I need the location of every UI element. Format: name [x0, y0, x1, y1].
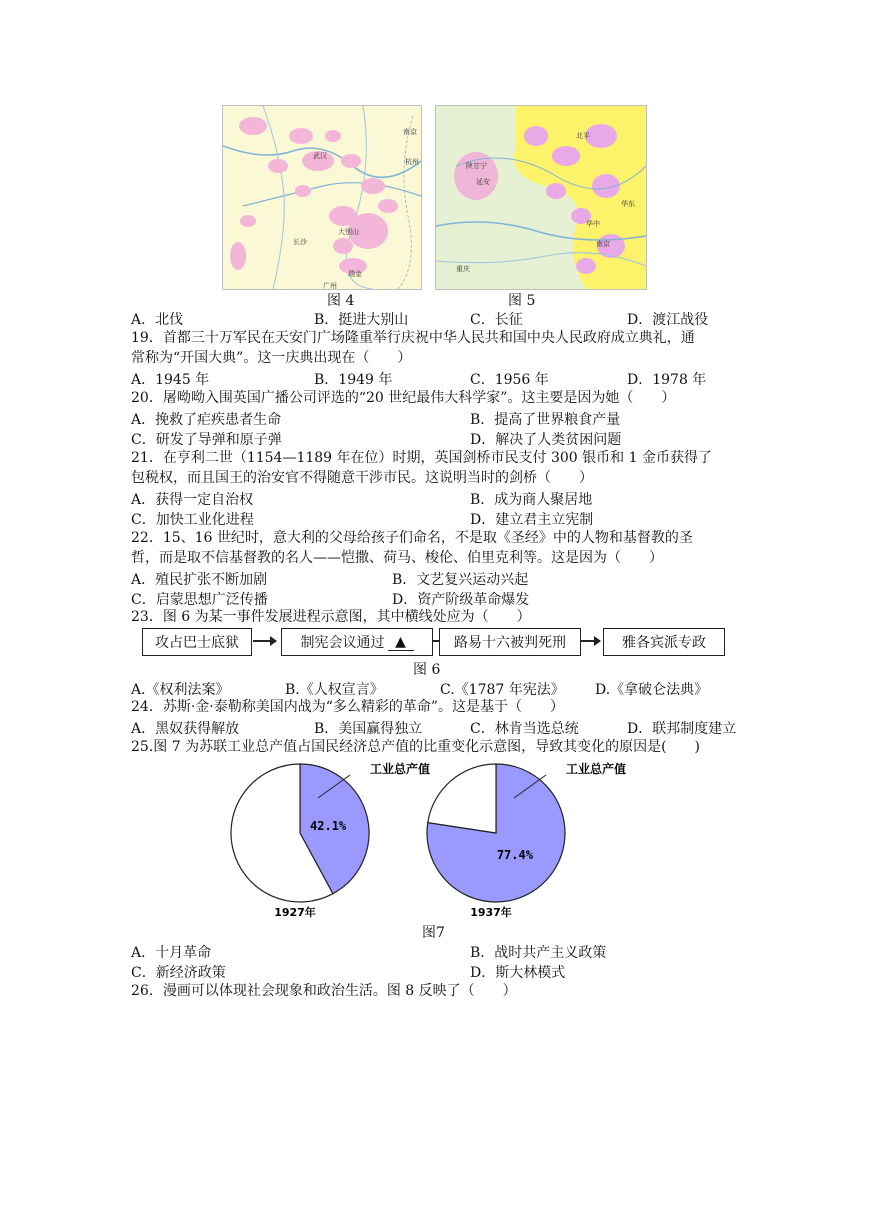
- figure-5-caption: 图 5: [508, 293, 536, 309]
- q23-stem: 23．图 6 为某一事件发展进程示意图，其中横线处应为（ ）: [131, 609, 531, 625]
- q22-option-d[interactable]: D．资产阶级革命爆发: [392, 592, 530, 608]
- pie-slice-other: [428, 764, 496, 833]
- q20-option-b[interactable]: B．提高了世界粮食产量: [470, 412, 621, 428]
- q19-option-c[interactable]: C．1956 年: [470, 372, 549, 388]
- q25-stem: 25.图 7 为苏联工业总产值占国民经济总产值的比重变化示意图，导致其变化的原因是( ): [131, 739, 700, 755]
- q23-option-a[interactable]: A.《权利法案》: [131, 682, 230, 698]
- flow-step-1: 攻占巴士底狱: [142, 628, 252, 656]
- q23-option-d[interactable]: D.《拿破仑法典》: [595, 682, 709, 698]
- map-5-label: 北平: [576, 132, 590, 140]
- q20-option-c[interactable]: C．研发了导弹和原子弹: [131, 432, 282, 448]
- q22-stem-line-1: 22．15、16 世纪时，意大利的父母给孩子们命名，不是取《圣经》中的人物和基督教的圣: [131, 530, 693, 546]
- figure-4-caption: 图 4: [327, 293, 355, 309]
- q24-stem: 24．苏斯·金·泰勒称美国内战为“多么精彩的革命”。这是基于（ ）: [131, 699, 565, 715]
- map-5-label: 华中: [586, 220, 600, 228]
- map-5-label: 华东: [621, 200, 635, 208]
- flow-step-2-label: 制宪会议通过: [300, 635, 385, 651]
- map-4-label: 杭州: [405, 158, 419, 166]
- pie-year-label: 1927年: [274, 906, 316, 919]
- q21-option-a[interactable]: A．获得一定自治权: [131, 492, 254, 508]
- pie-slice-name: 工业总产值: [370, 762, 431, 776]
- q22-option-b[interactable]: B．文艺复兴运动兴起: [392, 572, 529, 588]
- q18-option-d[interactable]: D．渡江战役: [627, 312, 709, 328]
- q23-option-c[interactable]: C.《1787 年宪法》: [440, 682, 565, 698]
- map-5-label: 南京: [596, 240, 610, 248]
- q21-option-d[interactable]: D．建立君主立宪制: [470, 512, 594, 528]
- q18-option-b[interactable]: B．挺进大别山: [314, 312, 409, 328]
- q22-option-c[interactable]: C．启蒙思想广泛传播: [131, 592, 268, 608]
- flow-arrow-1: [253, 640, 276, 642]
- map-4-label: 大别山: [338, 228, 359, 236]
- map-5-label: 陕甘宁: [466, 162, 487, 170]
- q19-stem-line-2: 常称为“开国大典”。这一庆典出现在（ ）: [131, 350, 412, 366]
- q21-stem-line-1: 21．在亨利二世（1154—1189 年在位）时期，英国剑桥市民支付 300 银币和 1 金币获得了: [131, 450, 712, 466]
- q24-option-a[interactable]: A．黑奴获得解放: [131, 721, 240, 737]
- pie-slice-name: 工业总产值: [566, 762, 627, 776]
- flow-blank-marker: ▲: [388, 634, 414, 651]
- q21-option-b[interactable]: B．成为商人聚居地: [470, 492, 593, 508]
- q20-stem: 20．屠呦呦入围英国广播公司评选的“20 世纪最伟大科学家”。这主要是因为她（ ）: [131, 390, 676, 406]
- map-5-drawing: [436, 106, 646, 289]
- q24-option-b[interactable]: B．美国赢得独立: [314, 721, 423, 737]
- q25-option-d[interactable]: D．斯大林模式: [470, 965, 566, 981]
- q19-option-a[interactable]: A．1945 年: [131, 372, 210, 388]
- pie-year-label: 1937年: [470, 906, 512, 919]
- q25-option-b[interactable]: B．战时共产主义政策: [470, 945, 607, 961]
- q26-stem: 26．漫画可以体现社会现象和政治生活。图 8 反映了（ ）: [131, 983, 517, 999]
- figure-6-caption: 图 6: [413, 662, 441, 678]
- figure-7-pie-charts: [220, 758, 640, 928]
- q24-option-c[interactable]: C．林肯当选总统: [470, 721, 579, 737]
- q22-option-a[interactable]: A．殖民扩张不断加剧: [131, 572, 268, 588]
- q19-option-b[interactable]: B．1949 年: [314, 372, 393, 388]
- q18-option-a[interactable]: A．北伐: [131, 312, 184, 328]
- q19-stem-line-1: 19．首都三十万军民在天安门广场隆重举行庆祝中华人民共和国中央人民政府成立典礼，通: [131, 330, 695, 346]
- figure-5-map: [435, 105, 647, 290]
- q21-option-c[interactable]: C．加快工业化进程: [131, 512, 254, 528]
- q18-option-c[interactable]: C．长征: [470, 312, 523, 328]
- pie-value-label: 42.1%: [310, 818, 347, 833]
- q22-stem-line-2: 哲，而是取不信基督教的名人——恺撒、荷马、梭伦、伯里克利等。这是因为（ ）: [131, 550, 663, 566]
- pie-value-label: 77.4%: [496, 847, 533, 862]
- map-4-label: 广州: [323, 282, 337, 289]
- flow-step-3: 路易十六被判死刑: [439, 628, 581, 656]
- q25-option-c[interactable]: C．新经济政策: [131, 965, 226, 981]
- map-4-label: 南京: [403, 128, 417, 136]
- map-4-label: 长沙: [293, 238, 307, 246]
- map-4-label: 瑞金: [348, 270, 362, 278]
- map-4-label: 武汉: [313, 152, 327, 160]
- flow-arrow-3: [580, 640, 600, 642]
- flow-step-2: [281, 628, 433, 656]
- q21-stem-line-2: 包税权，而且国王的治安官不得随意干涉市民。这说明当时的剑桥（ ）: [131, 470, 593, 486]
- map-4-drawing: [223, 106, 421, 289]
- map-5-label: 延安: [476, 178, 490, 186]
- figure-7-caption: 图7: [422, 925, 445, 941]
- q19-option-d[interactable]: D．1978 年: [627, 372, 707, 388]
- q20-option-d[interactable]: D．解决了人类贫困问题: [470, 432, 622, 448]
- q25-option-a[interactable]: A．十月革命: [131, 945, 212, 961]
- figure-4-map: [222, 105, 422, 290]
- q23-option-b[interactable]: B.《人权宣言》: [285, 682, 384, 698]
- map-5-label: 重庆: [456, 265, 470, 273]
- q24-option-d[interactable]: D．联邦制度建立: [627, 721, 737, 737]
- q20-option-a[interactable]: A．挽救了疟疾患者生命: [131, 412, 282, 428]
- flow-step-4: 雅各宾派专政: [603, 628, 725, 656]
